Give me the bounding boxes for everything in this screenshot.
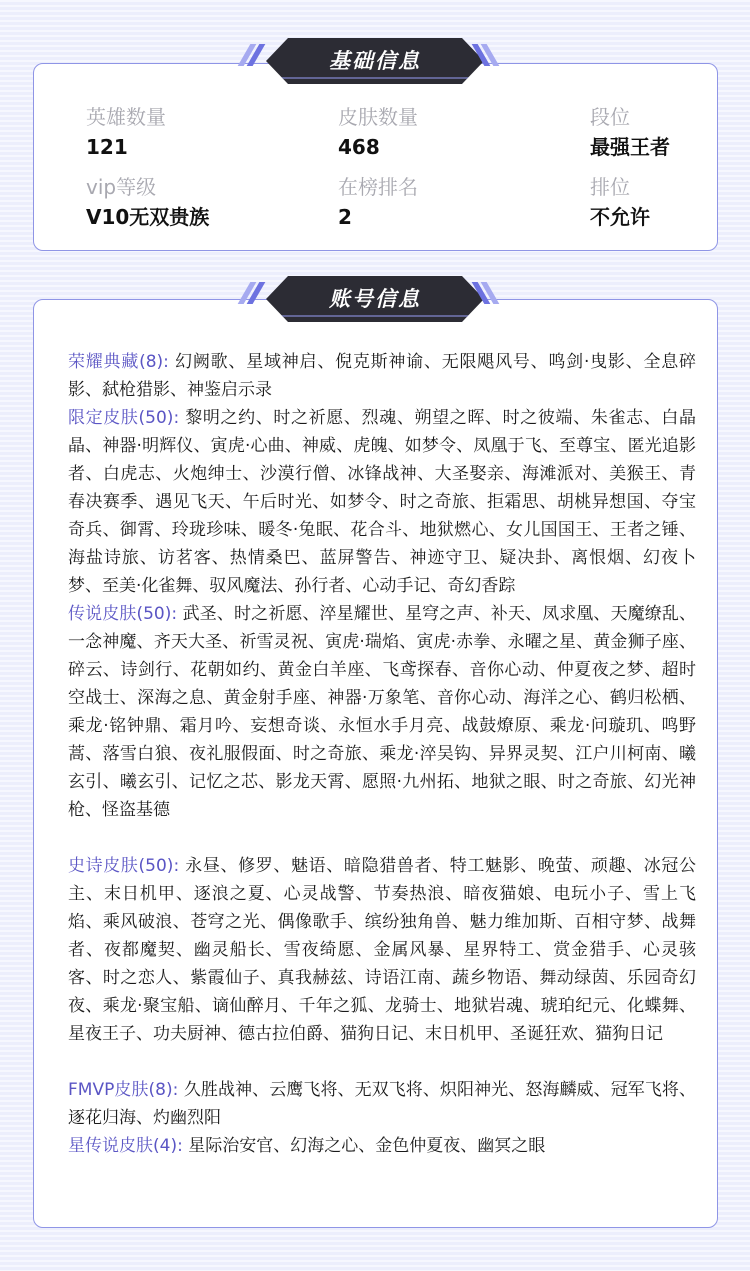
stat-value: V10无双贵族 [86, 205, 210, 229]
basic-info-banner [0, 38, 750, 84]
stat-label: 段位 [590, 105, 630, 129]
skin-category-items: 永昼、修罗、魅语、暗隐猎兽者、特工魅影、晚萤、顽趣、冰冠公主、末日机甲、逐浪之夏、心灵战警、节奏热浪、暗夜猫娘、电玩小子、雪上飞焰、乘风破浪、苍穹之光、偶像歌手、缤纷独角兽、魅力维加斯、百相守梦、战舞者、夜都魔契、幽灵船长、雪夜绮愿、金属风暴、星界特工、赏金猎手、心灵骇客、时之恋人、紫霞仙子、真我赫兹、诗语江南、蔬乡物语、舞动绿茵、乐园奇幻夜、乘龙·聚宝船、谪仙醉月、千年之狐、龙骑士、地狱岩魂、琥珀纪元、化蝶舞、星夜王子、功夫厨神、德古拉伯爵、猫狗日记、末日机甲、圣诞狂欢、猫狗日记 [68, 856, 697, 1044]
stat-label: vip等级 [86, 175, 157, 199]
basic-info-panel [33, 63, 718, 251]
skin-category-limited [68, 404, 696, 600]
skin-category-items: 星际治安官、幻海之心、金色仲夏夜、幽冥之眼 [188, 1136, 546, 1156]
account-info-panel [33, 299, 718, 1228]
banner-stripes-right [478, 44, 496, 70]
skin-category-star-legend [68, 1132, 696, 1160]
stat-skin-count [338, 105, 418, 159]
skin-category-items: 久胜战神、云鹰飞将、无双飞将、炽阳神光、怒海麟威、冠军飞将、逐花归海、灼幽烈阳 [68, 1080, 696, 1128]
stat-value: 不允许 [590, 205, 650, 229]
stat-value: 2 [338, 205, 352, 229]
skin-category-items: 幻阙歌、星域神启、倪克斯神谕、无限飓风号、鸣剑·曳影、全息碎影、弑枪猎影、神鉴启示录 [68, 352, 697, 400]
stat-hero-count [86, 105, 166, 159]
stat-label: 皮肤数量 [338, 105, 418, 129]
banner-stripes-left [244, 282, 262, 308]
stat-label: 在榜排名 [338, 175, 418, 199]
stat-label: 英雄数量 [86, 105, 166, 129]
stat-value: 468 [338, 135, 380, 159]
account-info-banner [0, 276, 750, 322]
skin-category-name: 星传说皮肤(4): [68, 1136, 183, 1156]
skin-category-fmvp [68, 1076, 696, 1132]
stat-vip-level [86, 175, 209, 229]
skin-category-name: 限定皮肤(50): [68, 408, 180, 428]
skin-category-name: FMVP皮肤(8): [68, 1080, 179, 1100]
banner-stripes-left [244, 44, 262, 70]
skin-category-name: 荣耀典藏(8): [68, 352, 169, 372]
skin-category-items: 黎明之约、时之祈愿、烈魂、朔望之晖、时之彼端、朱雀志、白晶晶、神器·明辉仪、寅虎·心曲、神威、虎魄、如梦令、凤凰于飞、至尊宝、匿光追影者、白虎志、火炮绅士、沙漠行僧、冰锋战神、大圣娶亲、海滩派对、美猴王、青春决赛季、遇见飞天、午后时光、如梦令、时之奇旅、拒霜思、胡桃异想国、夺宝奇兵、御霄、玲珑珍味、暖冬·兔眠、花合斗、地狱燃心、女儿国国王、王者之锤、海盐诗旅、访茗客、热情桑巴、蓝屏警告、神迹守卫、疑决卦、离恨烟、幻夜卜梦、至美·化雀舞、驭风魔法、孙行者、心动手记、奇幻香踪 [68, 408, 697, 596]
stat-label: 排位 [590, 175, 630, 199]
stat-leaderboard-rank [338, 175, 418, 229]
stat-ranked-allowed [590, 175, 650, 229]
stat-value: 最强王者 [590, 135, 670, 159]
skin-category-epic [68, 852, 696, 1048]
stat-value: 121 [86, 135, 128, 159]
account-info-title: 账号信息 [329, 287, 421, 311]
banner-stripes-right [478, 282, 496, 308]
skin-category-legend [68, 600, 696, 824]
basic-stats-grid [86, 102, 706, 242]
skin-category-items: 武圣、时之祈愿、淬星耀世、星穹之声、补天、凤求凰、天魔缭乱、一念神魔、齐天大圣、祈雪灵祝、寅虎·瑞焰、寅虎·赤拳、永曜之星、黄金狮子座、碎云、诗剑行、花朝如约、黄金白羊座、飞鸢探春、音你心动、仲夏夜之梦、超时空战士、深海之息、黄金射手座、神器·万象笔、音你心动、海洋之心、鹤归松栖、乘龙·铭钟鼎、霜月吟、妄想奇谈、永恒水手月亮、战鼓燎原、乘龙·问璇玑、鸣野蒿、落雪白狼、夜礼服假面、时之奇旅、乘龙·淬吴钩、异界灵契、江户川柯南、曦玄引、曦玄引、记忆之芯、影龙天霄、愿照·九州拓、地狱之眼、时之奇旅、幻光神枪、怪盗基德 [68, 604, 697, 820]
skin-category-legendary-collection [68, 348, 696, 404]
skin-category-name: 史诗皮肤(50): [68, 856, 180, 876]
skin-list [68, 348, 696, 1160]
basic-info-title: 基础信息 [329, 49, 421, 73]
skin-category-name: 传说皮肤(50): [68, 604, 178, 624]
stat-rank-tier [590, 105, 670, 159]
